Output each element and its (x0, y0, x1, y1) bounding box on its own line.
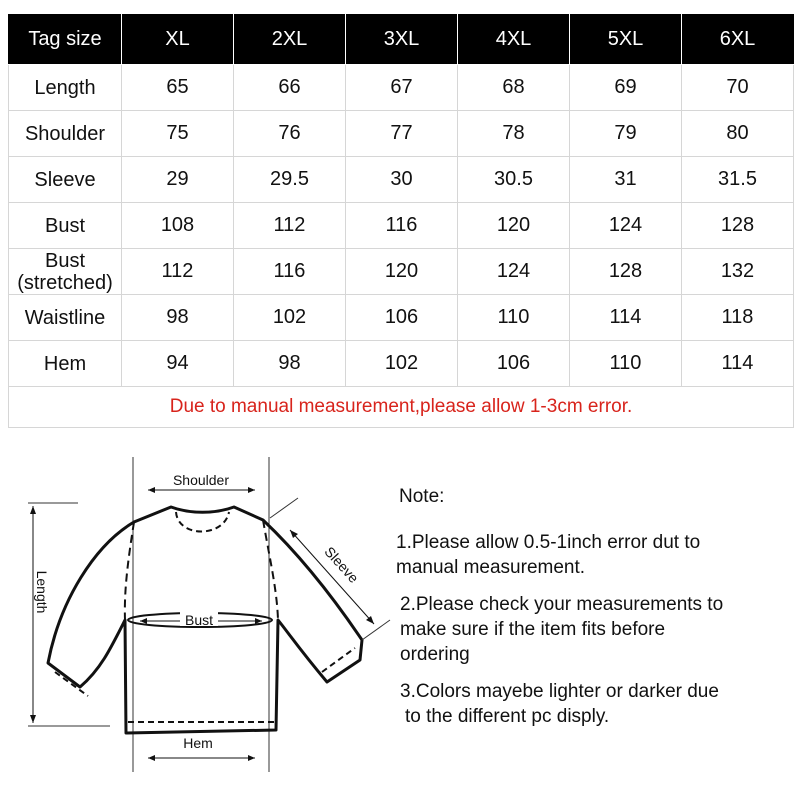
table-cell: 79 (570, 111, 682, 157)
header-cell: 3XL (346, 15, 458, 65)
table-cell: 80 (682, 111, 794, 157)
header-cell: 2XL (234, 15, 346, 65)
table-cell: 110 (570, 341, 682, 387)
table-cell: 98 (234, 341, 346, 387)
arrow-head (290, 530, 298, 538)
table-cell: 30.5 (458, 157, 570, 203)
guide-line (362, 620, 390, 640)
row-label: Sleeve (9, 157, 122, 203)
table-cell: 68 (458, 65, 570, 111)
table-row (9, 111, 794, 157)
arrow-head (366, 616, 374, 624)
size-header-row (9, 15, 794, 65)
table-cell: 31.5 (682, 157, 794, 203)
note-line: to the different pc disply. (405, 706, 610, 727)
note-item (400, 592, 796, 667)
note-line: make sure if the item fits before (400, 619, 666, 640)
table-cell: 76 (234, 111, 346, 157)
table-cell: 112 (122, 249, 234, 295)
table-cell: 120 (458, 203, 570, 249)
row-label: Bust (stretched) (9, 249, 122, 295)
armhole-stitch (263, 520, 278, 620)
note-line: 3.Colors mayebe lighter or darker due (400, 681, 719, 702)
arrow-head (248, 487, 255, 493)
table-cell: 120 (346, 249, 458, 295)
table-cell: 128 (570, 249, 682, 295)
measurement-footnote: Due to manual measurement,please allow 1-3cm error. (9, 387, 794, 428)
arrow-head (30, 715, 36, 723)
notes-title: Note: (399, 486, 445, 507)
table-cell: 30 (346, 157, 458, 203)
table-cell: 116 (346, 203, 458, 249)
table-cell: 94 (122, 341, 234, 387)
table-cell: 132 (682, 249, 794, 295)
note-line: manual measurement. (396, 557, 586, 578)
table-cell: 124 (458, 249, 570, 295)
table-cell: 110 (458, 295, 570, 341)
table-row (9, 157, 794, 203)
table-cell: 112 (234, 203, 346, 249)
header-cell: 6XL (682, 15, 794, 65)
table-row (9, 203, 794, 249)
table-cell: 75 (122, 111, 234, 157)
sleeve-label: Sleeve (321, 543, 362, 586)
table-row (9, 249, 794, 295)
collar-stitch (176, 512, 229, 532)
table-cell: 98 (122, 295, 234, 341)
arrow-head (148, 487, 155, 493)
hem-label: Hem (183, 735, 213, 751)
note-line: 2.Please check your measurements to (400, 594, 724, 615)
table-cell: 67 (346, 65, 458, 111)
row-label: Length (9, 65, 122, 111)
table-cell: 118 (682, 295, 794, 341)
row-label: Bust (9, 203, 122, 249)
table-cell: 102 (346, 341, 458, 387)
table-cell: 78 (458, 111, 570, 157)
header-cell: XL (122, 15, 234, 65)
row-label: Waistline (9, 295, 122, 341)
table-cell: 114 (570, 295, 682, 341)
note-line: ordering (400, 644, 470, 665)
note-item (396, 530, 796, 580)
table-cell: 66 (234, 65, 346, 111)
arrow-head (248, 755, 255, 761)
notes-panel (396, 486, 796, 741)
table-row (9, 295, 794, 341)
table-cell: 124 (570, 203, 682, 249)
header-cell: 4XL (458, 15, 570, 65)
table-cell: 65 (122, 65, 234, 111)
table-cell: 106 (458, 341, 570, 387)
arrow-head (148, 755, 155, 761)
table-cell: 116 (234, 249, 346, 295)
shirt-measurement-diagram (0, 450, 400, 800)
table-cell: 31 (570, 157, 682, 203)
header-cell: Tag size (9, 15, 122, 65)
table-cell: 128 (682, 203, 794, 249)
table-cell: 114 (682, 341, 794, 387)
guide-line (270, 498, 298, 518)
table-row (9, 341, 794, 387)
table-cell: 108 (122, 203, 234, 249)
table-row (9, 65, 794, 111)
table-cell: 29.5 (234, 157, 346, 203)
table-cell: 29 (122, 157, 234, 203)
row-label: Hem (9, 341, 122, 387)
table-cell: 106 (346, 295, 458, 341)
row-label: Shoulder (9, 111, 122, 157)
size-chart-table (8, 14, 794, 428)
table-cell: 70 (682, 65, 794, 111)
bust-label: Bust (184, 612, 214, 628)
footnote-row (9, 387, 794, 428)
table-cell: 69 (570, 65, 682, 111)
header-cell: 5XL (570, 15, 682, 65)
note-item (400, 679, 796, 729)
note-line: 1.Please allow 0.5-1inch error dut to (396, 532, 701, 553)
shoulder-label: Shoulder (172, 472, 230, 488)
arrow-head (30, 506, 36, 514)
table-cell: 77 (346, 111, 458, 157)
length-label: Length (34, 570, 50, 614)
table-cell: 102 (234, 295, 346, 341)
